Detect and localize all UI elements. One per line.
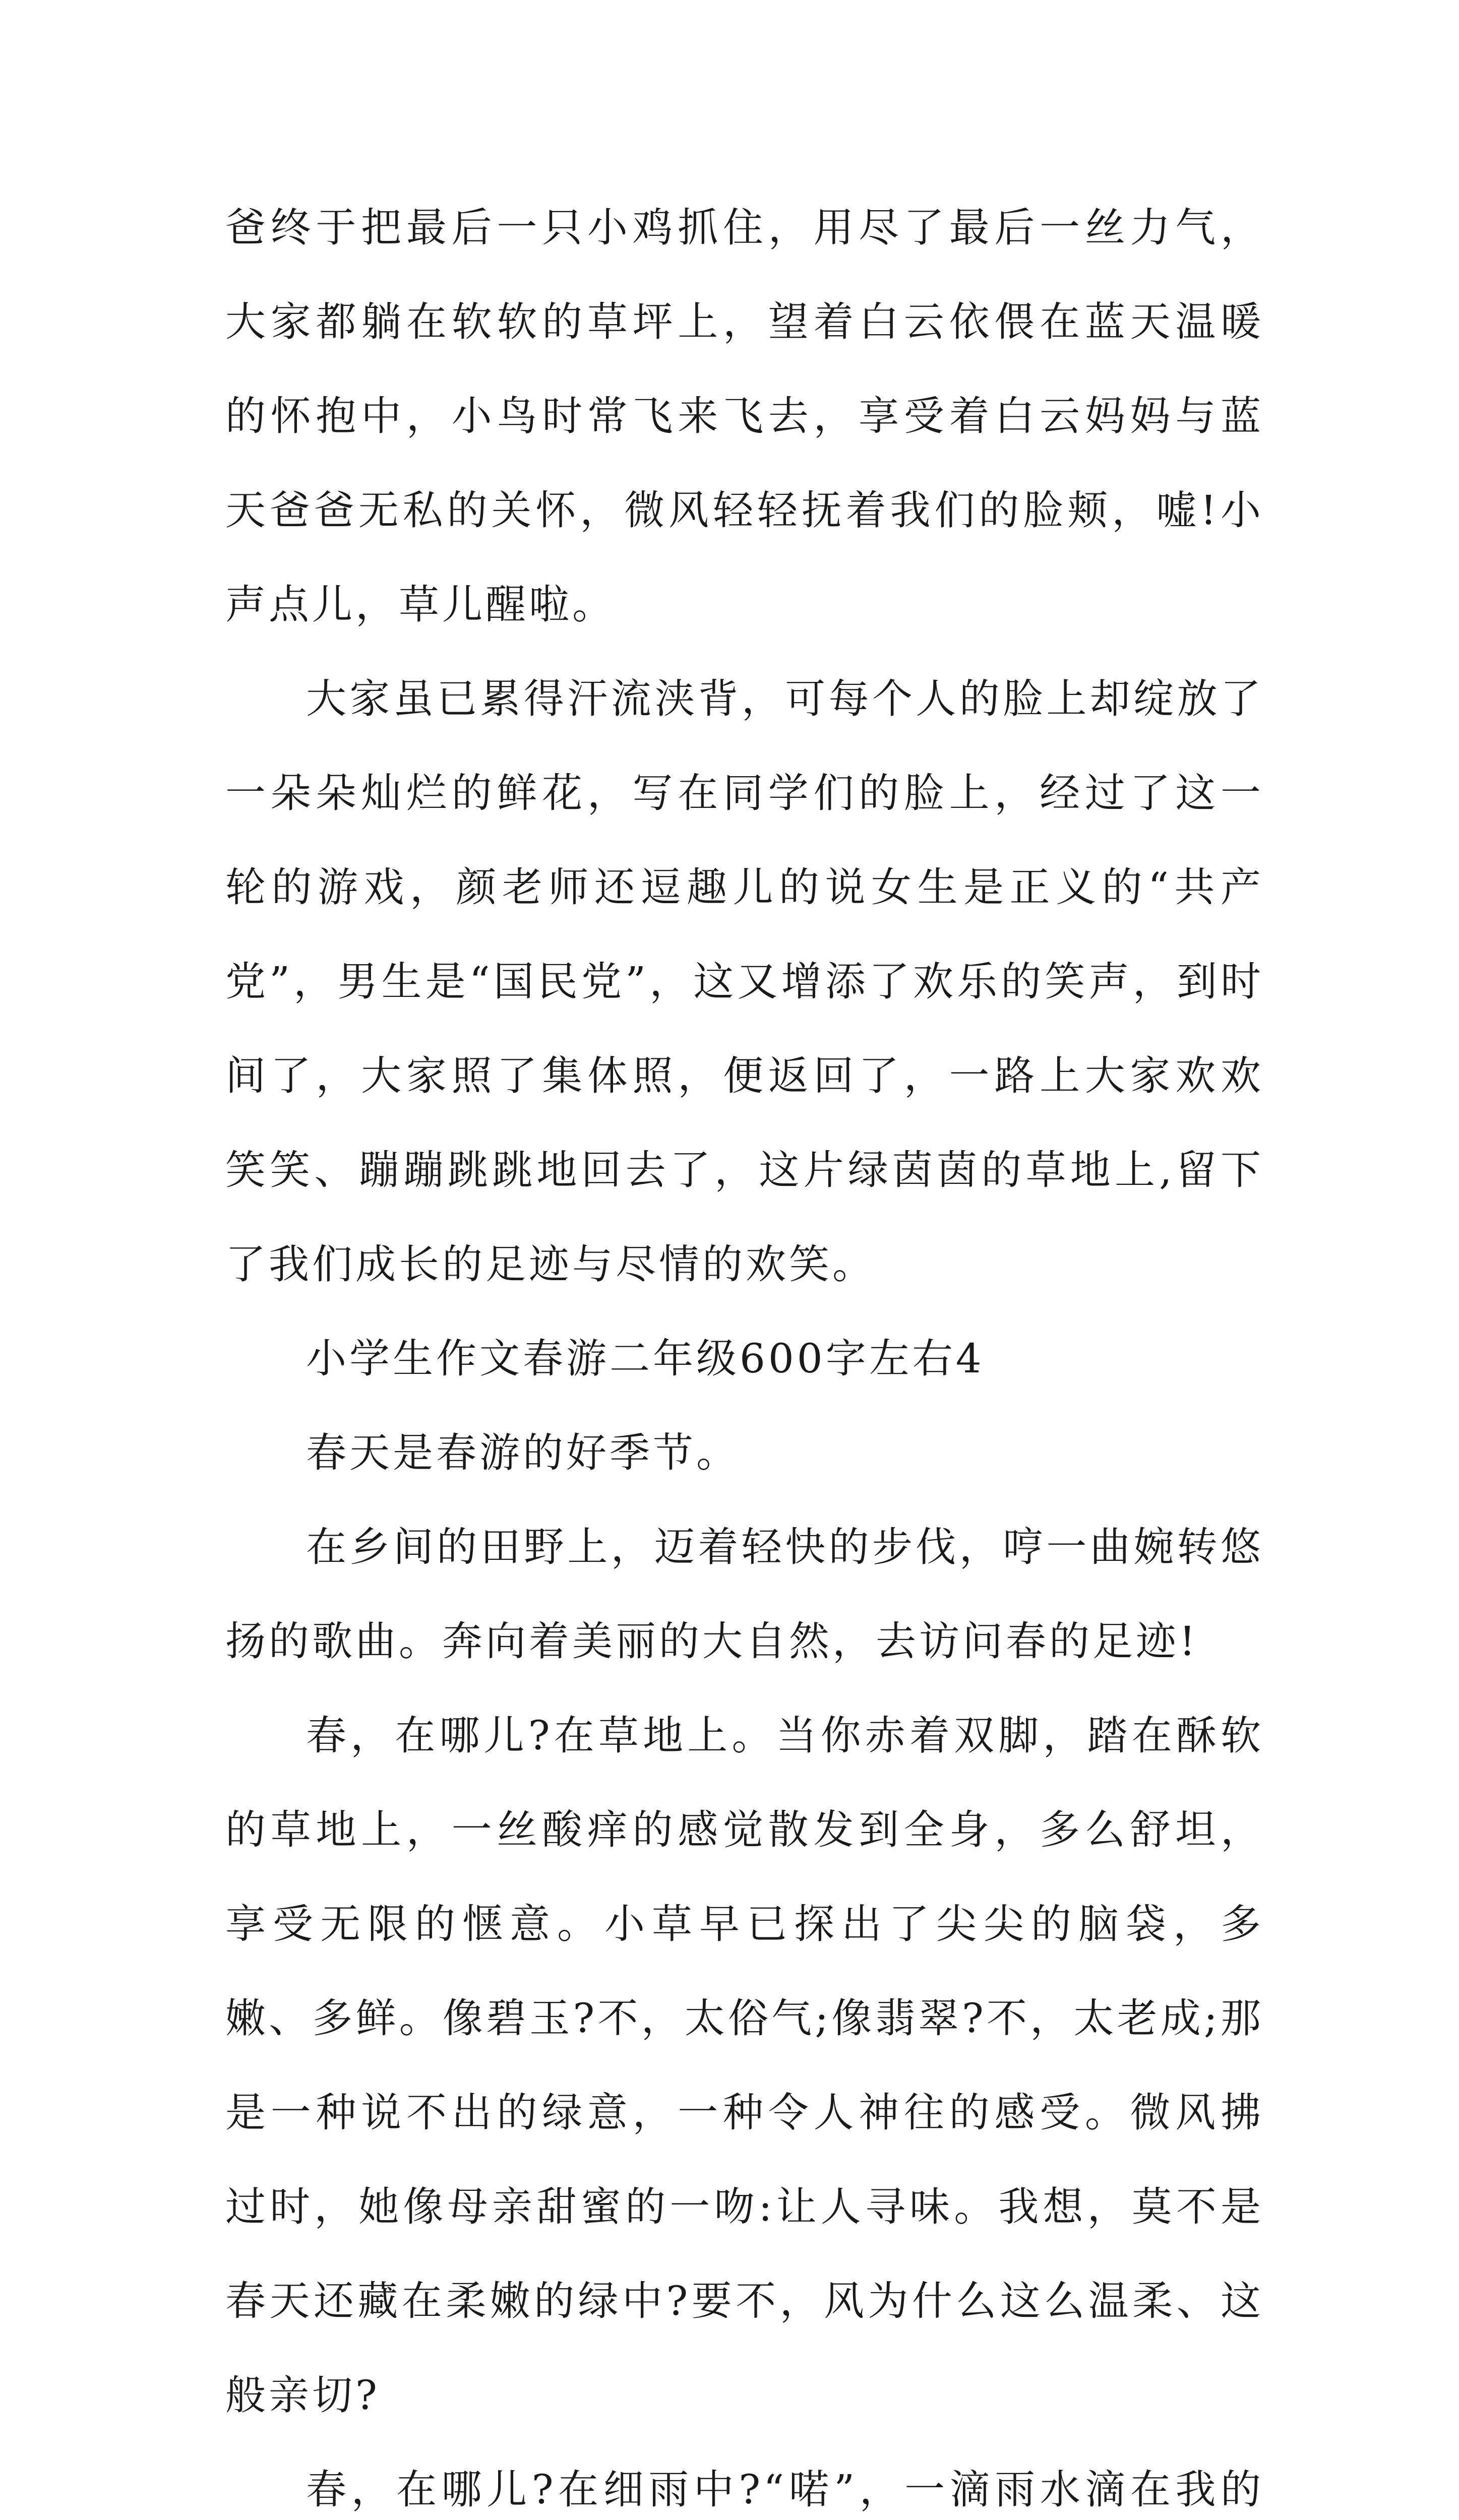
section-heading: 小学生作文春游二年级600字左右4	[306, 1335, 985, 1382]
document-body	[225, 180, 1264, 2520]
paragraph-2: 大家虽已累得汗流浃背，可每个人的脸上却绽放了一朵朵灿烂的鲜花，写在同学们的脸上，经过了这一轮的游戏，颜老师还逗趣儿的说女生是正义的“共产党”，男生是“国民党”，这又增添了欢乐的笑声，到时间了，大家照了集体照，便返回了，一路上大家欢欢笑笑、蹦蹦跳跳地回去了，这片绿茵茵的草地上,留下了我们成长的足迹与尽情的欢笑。	[225, 675, 1264, 1288]
paragraph-1: 爸终于把最后一只小鸡抓住，用尽了最后一丝力气，大家都躺在软软的草坪上，望着白云依偎在蓝天温暖的怀抱中，小鸟时常飞来飞去，享受着白云妈妈与蓝天爸爸无私的关怀，微风轻轻抚着我们的脸颊，嘘!小声点儿，草儿醒啦。	[225, 204, 1264, 628]
paragraph-4: 在乡间的田野上，迈着轻快的步伐，哼一曲婉转悠扬的歌曲。奔向着美丽的大自然，去访问春的足迹!	[225, 1524, 1264, 1665]
paragraph-6: 春，在哪儿?在细雨中?“喏”，一滴雨水滴在我的	[306, 2466, 1264, 2513]
paragraph-5: 春，在哪儿?在草地上。当你赤着双脚，踏在酥软的草地上，一丝酸痒的感觉散发到全身，多么舒坦，享受无限的惬意。小草早已探出了尖尖的脑袋，多嫩、多鲜。像碧玉?不，太俗气;像翡翠?不，太老成;那是一种说不出的绿意，一种令人神往的感受。微风拂过时，她像母亲甜蜜的一吻:让人寻味。我想，莫不是春天还藏在柔嫩的绿中?要不，风为什么这么温柔、这般亲切?	[225, 1712, 1264, 2419]
paragraph-3: 春天是春游的好季节。	[306, 1429, 740, 1476]
